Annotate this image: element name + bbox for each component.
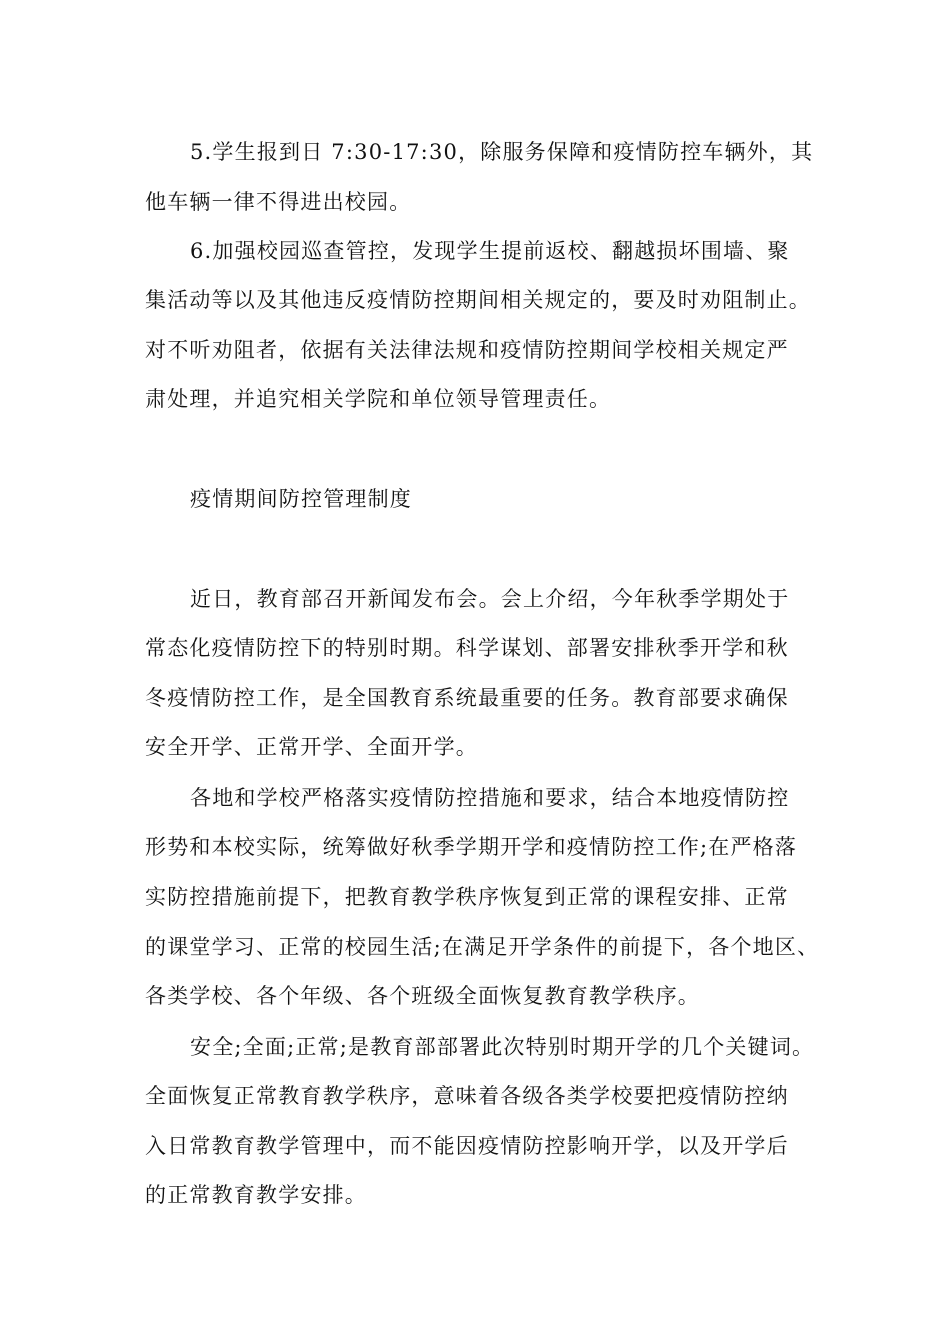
paragraph-line: 入日常教育教学管理中，而不能因疫情防控影响开学，以及开学后 [145, 1134, 789, 1158]
paragraph-line: 安全开学、正常开学、全面开学。 [145, 735, 478, 759]
paragraph-line: 5.学生报到日 7:30-17:30，除服务保障和疫情防控车辆外，其 [190, 140, 814, 164]
paragraph-line: 实防控措施前提下，把教育教学秩序恢复到正常的课程安排、正常 [145, 885, 789, 909]
paragraph-line: 形势和本校实际，统筹做好秋季学期开学和疫情防控工作;在严格落 [145, 835, 798, 859]
paragraph-line: 的正常教育教学安排。 [145, 1183, 367, 1207]
paragraph-line: 集活动等以及其他违反疫情防控期间相关规定的，要及时劝阻制止。 [145, 288, 811, 312]
paragraph-line: 6.加强校园巡查管控，发现学生提前返校、翻越损坏围墙、聚 [190, 239, 790, 263]
paragraph-line: 他车辆一律不得进出校园。 [145, 190, 412, 214]
paragraph-line: 全面恢复正常教育教学秩序，意味着各级各类学校要把疫情防控纳 [145, 1084, 789, 1108]
paragraph-line: 肃处理，并追究相关学院和单位领导管理责任。 [145, 387, 612, 411]
paragraph-line: 各类学校、各个年级、各个班级全面恢复教育教学秩序。 [145, 984, 700, 1008]
paragraph-line: 近日，教育部召开新闻发布会。会上介绍，今年秋季学期处于 [190, 587, 790, 611]
section-heading: 疫情期间防控管理制度 [190, 487, 412, 511]
paragraph-line: 各地和学校严格落实疫情防控措施和要求，结合本地疫情防控 [190, 786, 790, 810]
paragraph-line: 对不听劝阻者，依据有关法律法规和疫情防控期间学校相关规定严 [145, 338, 789, 362]
paragraph-line: 冬疫情防控工作，是全国教育系统最重要的任务。教育部要求确保 [145, 686, 789, 710]
paragraph-line: 安全;全面;正常;是教育部部署此次特别时期开学的几个关键词。 [190, 1035, 815, 1059]
paragraph-line: 的课堂学习、正常的校园生活;在满足开学条件的前提下，各个地区、 [145, 935, 820, 959]
paragraph-line: 常态化疫情防控下的特别时期。科学谋划、部署安排秋季开学和秋 [145, 636, 789, 660]
